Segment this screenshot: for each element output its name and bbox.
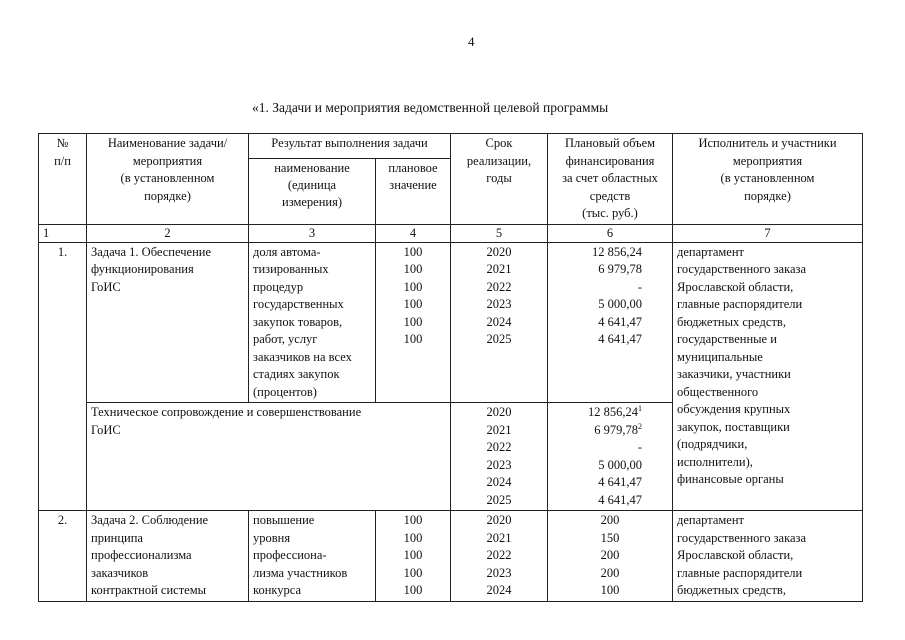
table-row-task-1 [39, 242, 863, 403]
years: 2020 2021 2022 2023 2024 [451, 511, 548, 602]
measure-funding-2021: 6 979,78 [594, 422, 638, 437]
column-number: 4 [376, 224, 451, 242]
measure-funding-2020: 12 856,24 [588, 405, 638, 419]
column-number: 6 [548, 224, 673, 242]
header-task-name: Наименование задачи/ мероприятия (в установленном порядке) [87, 134, 249, 225]
column-number: 7 [673, 224, 863, 242]
column-number: 3 [249, 224, 376, 242]
indicator-name: повышение уровня профессиона- лизма участников конкурса [249, 511, 376, 602]
header-executor: Исполнитель и участники мероприятия (в установленном порядке) [673, 134, 863, 225]
header-funding: Плановый объем финансирования за счет областных средств (тыс. руб.) [548, 134, 673, 225]
header-period: Срок реализации, годы [451, 134, 548, 225]
program-tasks-table [38, 133, 863, 602]
executor: департамент государственного заказа Ярославской области, главные распорядители бюджетных средств, [673, 511, 863, 602]
header-row [39, 134, 863, 159]
measure-funding [548, 403, 673, 511]
planned-values: 100 100 100 100 100 100 [376, 242, 451, 403]
row-num: 2. [39, 511, 87, 602]
row-num: 1. [39, 242, 87, 511]
header-num: № п/п [39, 134, 87, 225]
header-result-name: наименование (единица измерения) [249, 158, 376, 224]
funding-values: 12 856,24 6 979,78 - 5 000,00 4 641,47 4 641,47 [548, 242, 673, 403]
measure-name: Техническое сопровождение и совершенствование ГоИС [87, 403, 451, 511]
column-number: 2 [87, 224, 249, 242]
indicator-name: доля автома- тизированных процедур государственных закупок товаров, работ, услуг заказчиков на всех стадиях закупок (процентов) [249, 242, 376, 403]
header-result-value: плановое значение [376, 158, 451, 224]
document-heading: «1. Задачи и мероприятия ведомственной целевой программы [252, 100, 609, 115]
executor: департамент государственного заказа Ярославской области, главные распорядители бюджетных средств, государственные и муниципальные заказчики, участники общественного обсуждения крупных закупок, поставщики (подрядчики, исполнители), финансовые органы [673, 242, 863, 511]
column-number: 1 [39, 224, 87, 242]
years: 2020 2021 2022 2023 2024 2025 [451, 242, 548, 403]
planned-values: 100 100 100 100 100 [376, 511, 451, 602]
footnote-mark-2: 2 [638, 421, 642, 431]
measure-years: 2020 2021 2022 2023 2024 2025 [451, 403, 548, 511]
column-number: 5 [451, 224, 548, 242]
task-name: Задача 1. Обеспечение функционирования ГоИС [87, 242, 249, 403]
header-result: Результат выполнения задачи [249, 134, 451, 159]
footnote-mark-1: 1 [638, 403, 642, 413]
page-number: 4 [468, 34, 475, 49]
column-number-row [39, 224, 863, 242]
measure-funding-rest: - 5 000,00 4 641,47 4 641,47 [598, 440, 642, 507]
funding-values: 200 150 200 200 100 [548, 511, 673, 602]
table-row-task-2 [39, 511, 863, 602]
task-name: Задача 2. Соблюдение принципа профессионализма заказчиков контрактной системы [87, 511, 249, 602]
